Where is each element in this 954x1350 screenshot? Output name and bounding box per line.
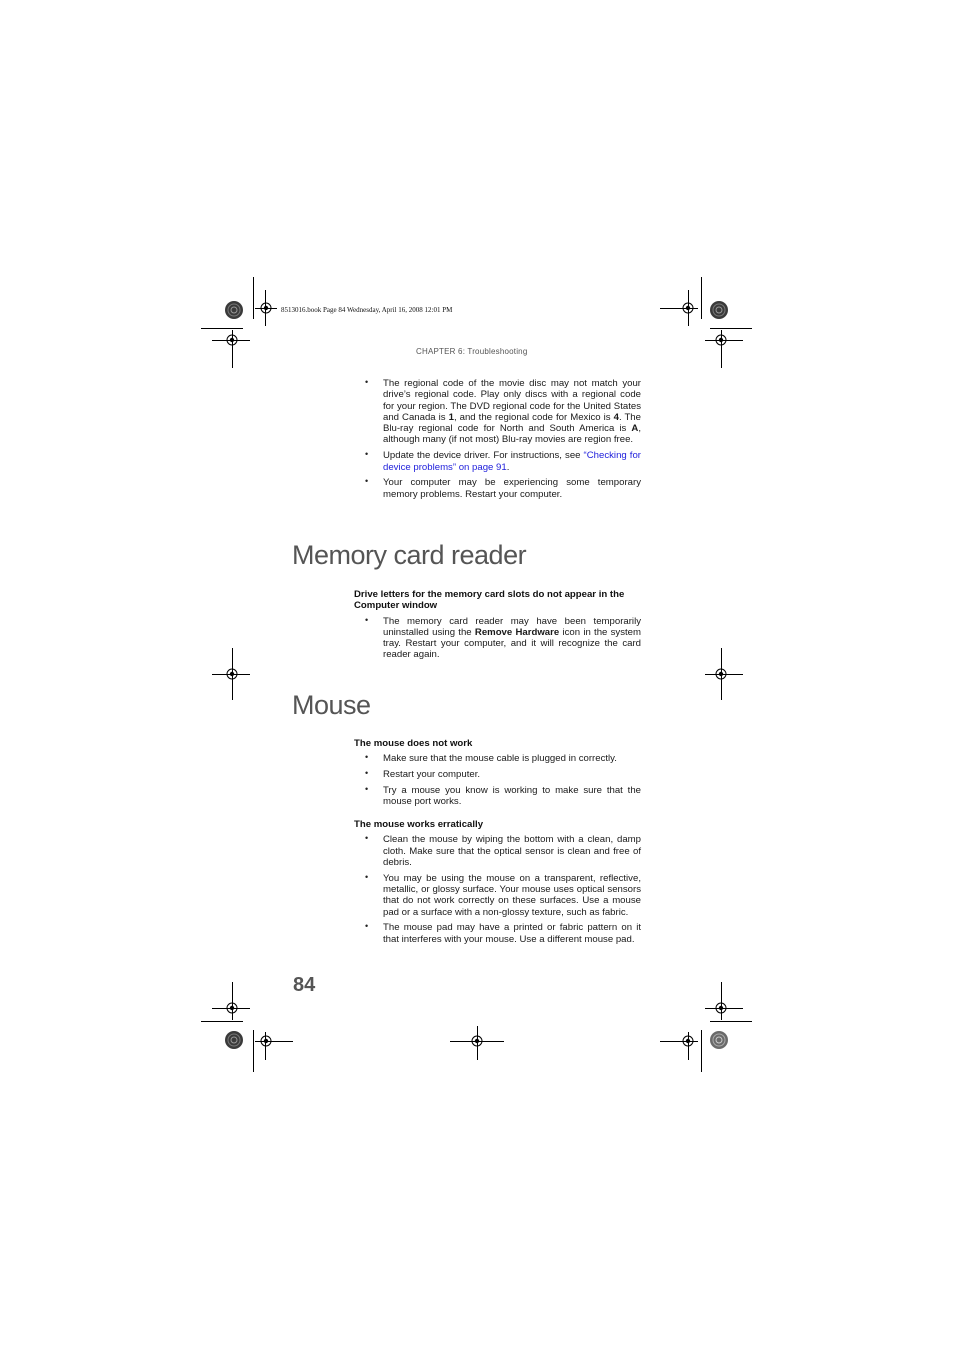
region-code-text: A xyxy=(631,423,639,435)
bullet-text: , although many (if not most) Blu-ray movies are region free. xyxy=(383,423,641,446)
bullet-glyph: • xyxy=(365,449,369,460)
registration-target-icon xyxy=(225,667,239,681)
bullet-glyph: • xyxy=(365,377,369,387)
registration-target-icon xyxy=(714,333,728,347)
region-code-text: 4 xyxy=(613,411,619,423)
bullet-glyph: • xyxy=(365,752,369,763)
bullet-glyph: • xyxy=(365,476,369,487)
registration-target-icon xyxy=(470,1034,484,1048)
registration-target-icon xyxy=(714,667,728,681)
page-number: 84 xyxy=(293,974,316,996)
list-item xyxy=(354,785,641,808)
bullet-glyph: • xyxy=(365,768,369,779)
bullet-text: icon in the system tray. Restart your computer, and it will recognize the card reader again. xyxy=(383,626,642,661)
subheading: The mouse works erratically xyxy=(354,819,484,830)
list-item xyxy=(354,922,641,945)
list-item xyxy=(354,834,641,868)
registration-target-icon xyxy=(225,333,239,347)
registration-target-icon xyxy=(259,301,273,315)
section-heading-mouse: Mouse xyxy=(292,690,371,720)
bullet-text: . The Blu-ray regional code for North and South America is xyxy=(383,411,641,435)
bullet-text: Try a mouse you know is working to make sure that the mouse port works. xyxy=(383,784,641,808)
bullet-text: Clean the mouse by wiping the bottom with a clean, damp cloth. Make sure that the optical sensor is clean and free of debris. xyxy=(383,834,641,868)
bullet-glyph: • xyxy=(365,783,369,794)
bullet-text: The memory card reader may have been temporarily uninstalled using the xyxy=(383,615,641,638)
running-head: CHAPTER 6: Troubleshooting xyxy=(416,347,528,356)
bullet-glyph: • xyxy=(365,871,369,882)
bullet-text: The mouse pad may have a printed or fabric pattern on it that interferes with your mouse. Use a different mouse pad. xyxy=(383,922,641,945)
memory-section-body xyxy=(354,589,641,665)
list-item xyxy=(354,450,641,473)
registration-target-icon xyxy=(259,1034,273,1048)
bullet-glyph: • xyxy=(365,833,369,844)
list-item xyxy=(354,378,641,446)
bullet-glyph: • xyxy=(365,921,369,932)
list-item xyxy=(354,873,641,918)
registration-target-icon xyxy=(225,1001,239,1015)
bullet-text: Your computer may be experiencing some temporary memory problems. Restart your computer. xyxy=(383,477,641,500)
bullet-text: Restart your computer. xyxy=(383,769,481,781)
list-item xyxy=(354,477,641,500)
calibration-dot-icon xyxy=(709,300,729,320)
section-heading-memory-card-reader: Memory card reader xyxy=(292,540,527,570)
bullet-glyph: • xyxy=(365,614,369,625)
bullet-text: You may be using the mouse on a transparent, reflective, metallic, or glossy surface. Your mouse uses optical sensors that do not work correctly on these surfaces. Use a mouse pad or a surface with a non-glossy texture, such as fabric. xyxy=(383,872,641,918)
subheading: The mouse does not work xyxy=(354,738,473,749)
registration-target-icon xyxy=(681,1034,695,1048)
ui-term: Remove Hardware xyxy=(474,626,560,638)
bullet-text: Update the device driver. For instructions, see xyxy=(383,450,584,462)
registration-target-icon xyxy=(714,1001,728,1015)
mouse-section-body-2 xyxy=(354,819,641,949)
list-item xyxy=(354,616,641,661)
print-stamp: 8513016.book Page 84 Wednesday, April 16, 2008 12:01 PM xyxy=(281,306,453,314)
calibration-dot-icon xyxy=(224,300,244,320)
bullet-text: The regional code of the movie disc may not match your drive’s regional code. Play only discs with a regional code for your region. The DVD regional code for the United States and Canada is xyxy=(383,378,641,423)
cross-reference-link[interactable]: “Checking for device problems” on page 91 xyxy=(383,450,641,473)
bullet-text: Make sure that the mouse cable is plugged in correctly. xyxy=(383,753,617,765)
registration-target-icon xyxy=(681,301,695,315)
mouse-section-body xyxy=(354,738,641,812)
list-item xyxy=(354,769,641,780)
calibration-dot-icon xyxy=(224,1030,244,1050)
top-bullet-list xyxy=(354,378,641,504)
subheading: Drive letters for the memory card slots do not appear in the Computer window xyxy=(354,589,625,612)
region-code-text: 1 xyxy=(448,411,454,423)
bullet-text: . xyxy=(506,461,510,473)
bullet-text: , and the regional code for Mexico is xyxy=(453,411,614,423)
calibration-dot-icon xyxy=(709,1030,729,1050)
list-item xyxy=(354,753,641,764)
